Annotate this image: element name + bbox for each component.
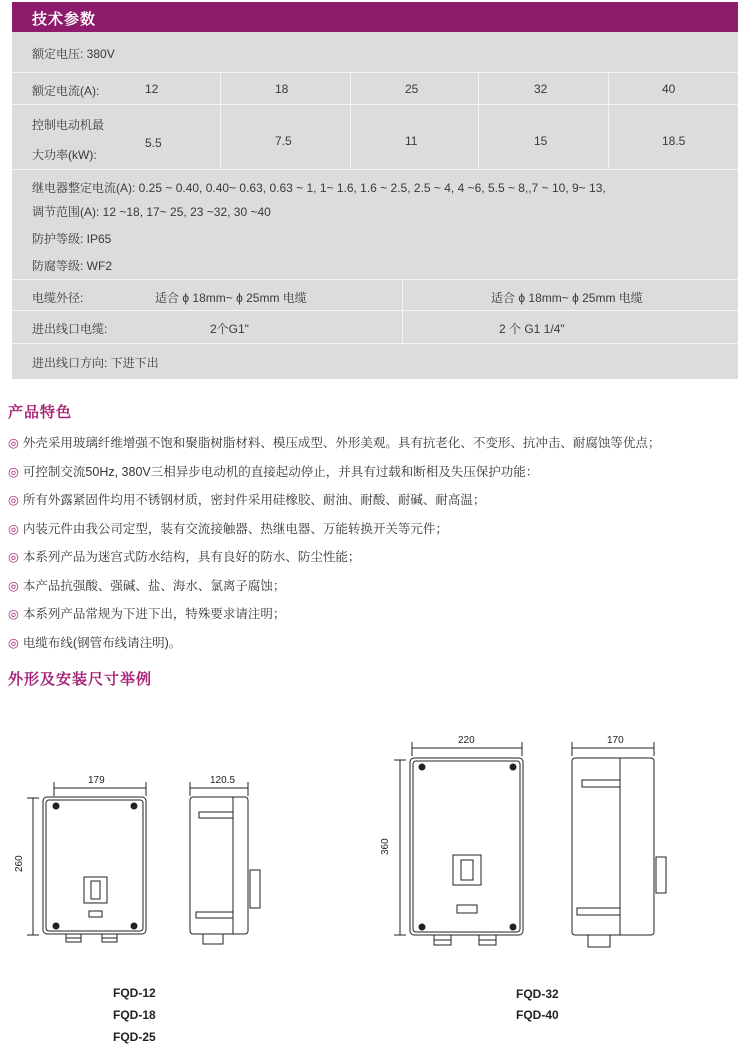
feature-text: 内装元件由我公司定型，装有交流接触器、热继电器、万能转换开关等元件； (22, 522, 448, 536)
large-depth-label: 170 (607, 735, 624, 746)
header-title: 技术参数 (32, 11, 97, 28)
large-height-label: 360 (380, 838, 391, 855)
anticorrosion-grade: 防腐等级: WF2 (32, 259, 112, 273)
cable-entry-left: 2个G1" (210, 322, 249, 336)
feature-item (8, 576, 285, 594)
feature-item (8, 604, 285, 622)
feature-text: 本系列产品常规为下进下出，特殊要求请注明； (22, 607, 286, 621)
section-header-tech-params (12, 2, 738, 32)
motor-power-label-line2: 大功率(kW): (32, 148, 97, 162)
bullet-icon: ◎ (8, 636, 19, 650)
feature-text: 可控制交流50Hz, 380V三相异步电动机的直接起动停止，并具有过载和断相及失压保护功能： (22, 465, 539, 479)
small-height-label: 260 (14, 855, 25, 872)
cable-diameter-label: 电缆外径: (32, 291, 84, 305)
rated-current-value: 40 (662, 82, 676, 96)
adjust-range: 调节范围(A): 12 ~18, 17~ 25, 23 ~32, 30 ~40 (32, 205, 271, 219)
feature-text: 本产品抗强酸、强碱、盐、海水、氯离子腐蚀； (22, 579, 286, 593)
feature-item (8, 547, 360, 565)
large-width-label: 220 (458, 735, 475, 746)
rated-current-value: 18 (275, 82, 289, 96)
bullet-icon: ◎ (8, 607, 19, 621)
small-width-label: 179 (88, 775, 105, 786)
feature-item (8, 462, 538, 480)
bullet-icon: ◎ (8, 579, 19, 593)
feature-item (8, 433, 660, 451)
feature-text: 本系列产品为迷宫式防水结构，具有良好的防水、防尘性能； (22, 550, 361, 564)
small-enclosure-drawing (0, 760, 300, 960)
large-enclosure-drawing (370, 730, 700, 960)
model-label: FQD-18 (113, 1008, 156, 1022)
motor-power-value: 7.5 (275, 134, 292, 148)
cable-diameter-left: 适合 ϕ 18mm~ ϕ 25mm 电缆 (155, 291, 307, 305)
small-depth-label: 120.5 (210, 775, 236, 786)
feature-text: 电缆布线(钢管布线请注明)。 (22, 636, 182, 650)
spec-table (12, 32, 738, 379)
bullet-icon: ◎ (8, 522, 19, 536)
motor-power-value: 11 (405, 134, 418, 148)
feature-item (8, 519, 448, 537)
rated-current-value: 25 (405, 82, 419, 96)
features-title: 产品特色 (8, 404, 73, 421)
bullet-icon: ◎ (8, 493, 19, 507)
feature-item (8, 633, 181, 651)
rated-current-label: 额定电流(A): (32, 84, 100, 98)
dimensions-title: 外形及安装尺寸举例 (8, 671, 153, 688)
bullet-icon: ◎ (8, 550, 19, 564)
cable-entry-right: 2 个 G1 1/4" (499, 322, 565, 336)
rated-voltage: 额定电压: 380V (32, 47, 115, 61)
relay-current: 继电器整定电流(A): 0.25 ~ 0.40, 0.40~ 0.63, 0.63 ~ 1, 1~ 1.6, 1.6 ~ 2.5, 2.5 ~ 4, 4 ~6, 5.5 ~ 8,,7 ~ 10, 9~ 13, (32, 181, 606, 195)
entry-direction: 进出线口方向: 下进下出 (32, 356, 159, 370)
bullet-icon: ◎ (8, 465, 19, 479)
cable-entry-label: 进出线口电缆: (32, 322, 108, 336)
feature-text: 所有外露紧固件均用不锈钢材质，密封件采用硅橡胶、耐油、耐酸、耐碱、耐高温； (22, 493, 486, 507)
feature-item (8, 490, 485, 508)
protection-grade: 防护等级: IP65 (32, 232, 112, 246)
model-label: FQD-40 (516, 1008, 559, 1022)
motor-power-value: 15 (534, 134, 548, 148)
motor-power-value: 18.5 (662, 134, 686, 148)
motor-power-label-line1: 控制电动机最 (32, 118, 105, 132)
cable-diameter-right: 适合 ϕ 18mm~ ϕ 25mm 电缆 (491, 291, 643, 305)
model-label: FQD-12 (113, 986, 156, 1000)
feature-text: 外壳采用玻璃纤维增强不饱和聚脂树脂材料、模压成型、外形美观。具有抗老化、不变形、抗冲击、耐腐蚀等优点； (22, 436, 661, 450)
rated-current-value: 32 (534, 82, 548, 96)
rated-current-value: 12 (145, 82, 159, 96)
motor-power-value: 5.5 (145, 136, 162, 150)
bullet-icon: ◎ (8, 436, 19, 450)
model-label: FQD-25 (113, 1030, 156, 1044)
model-label: FQD-32 (516, 987, 559, 1001)
